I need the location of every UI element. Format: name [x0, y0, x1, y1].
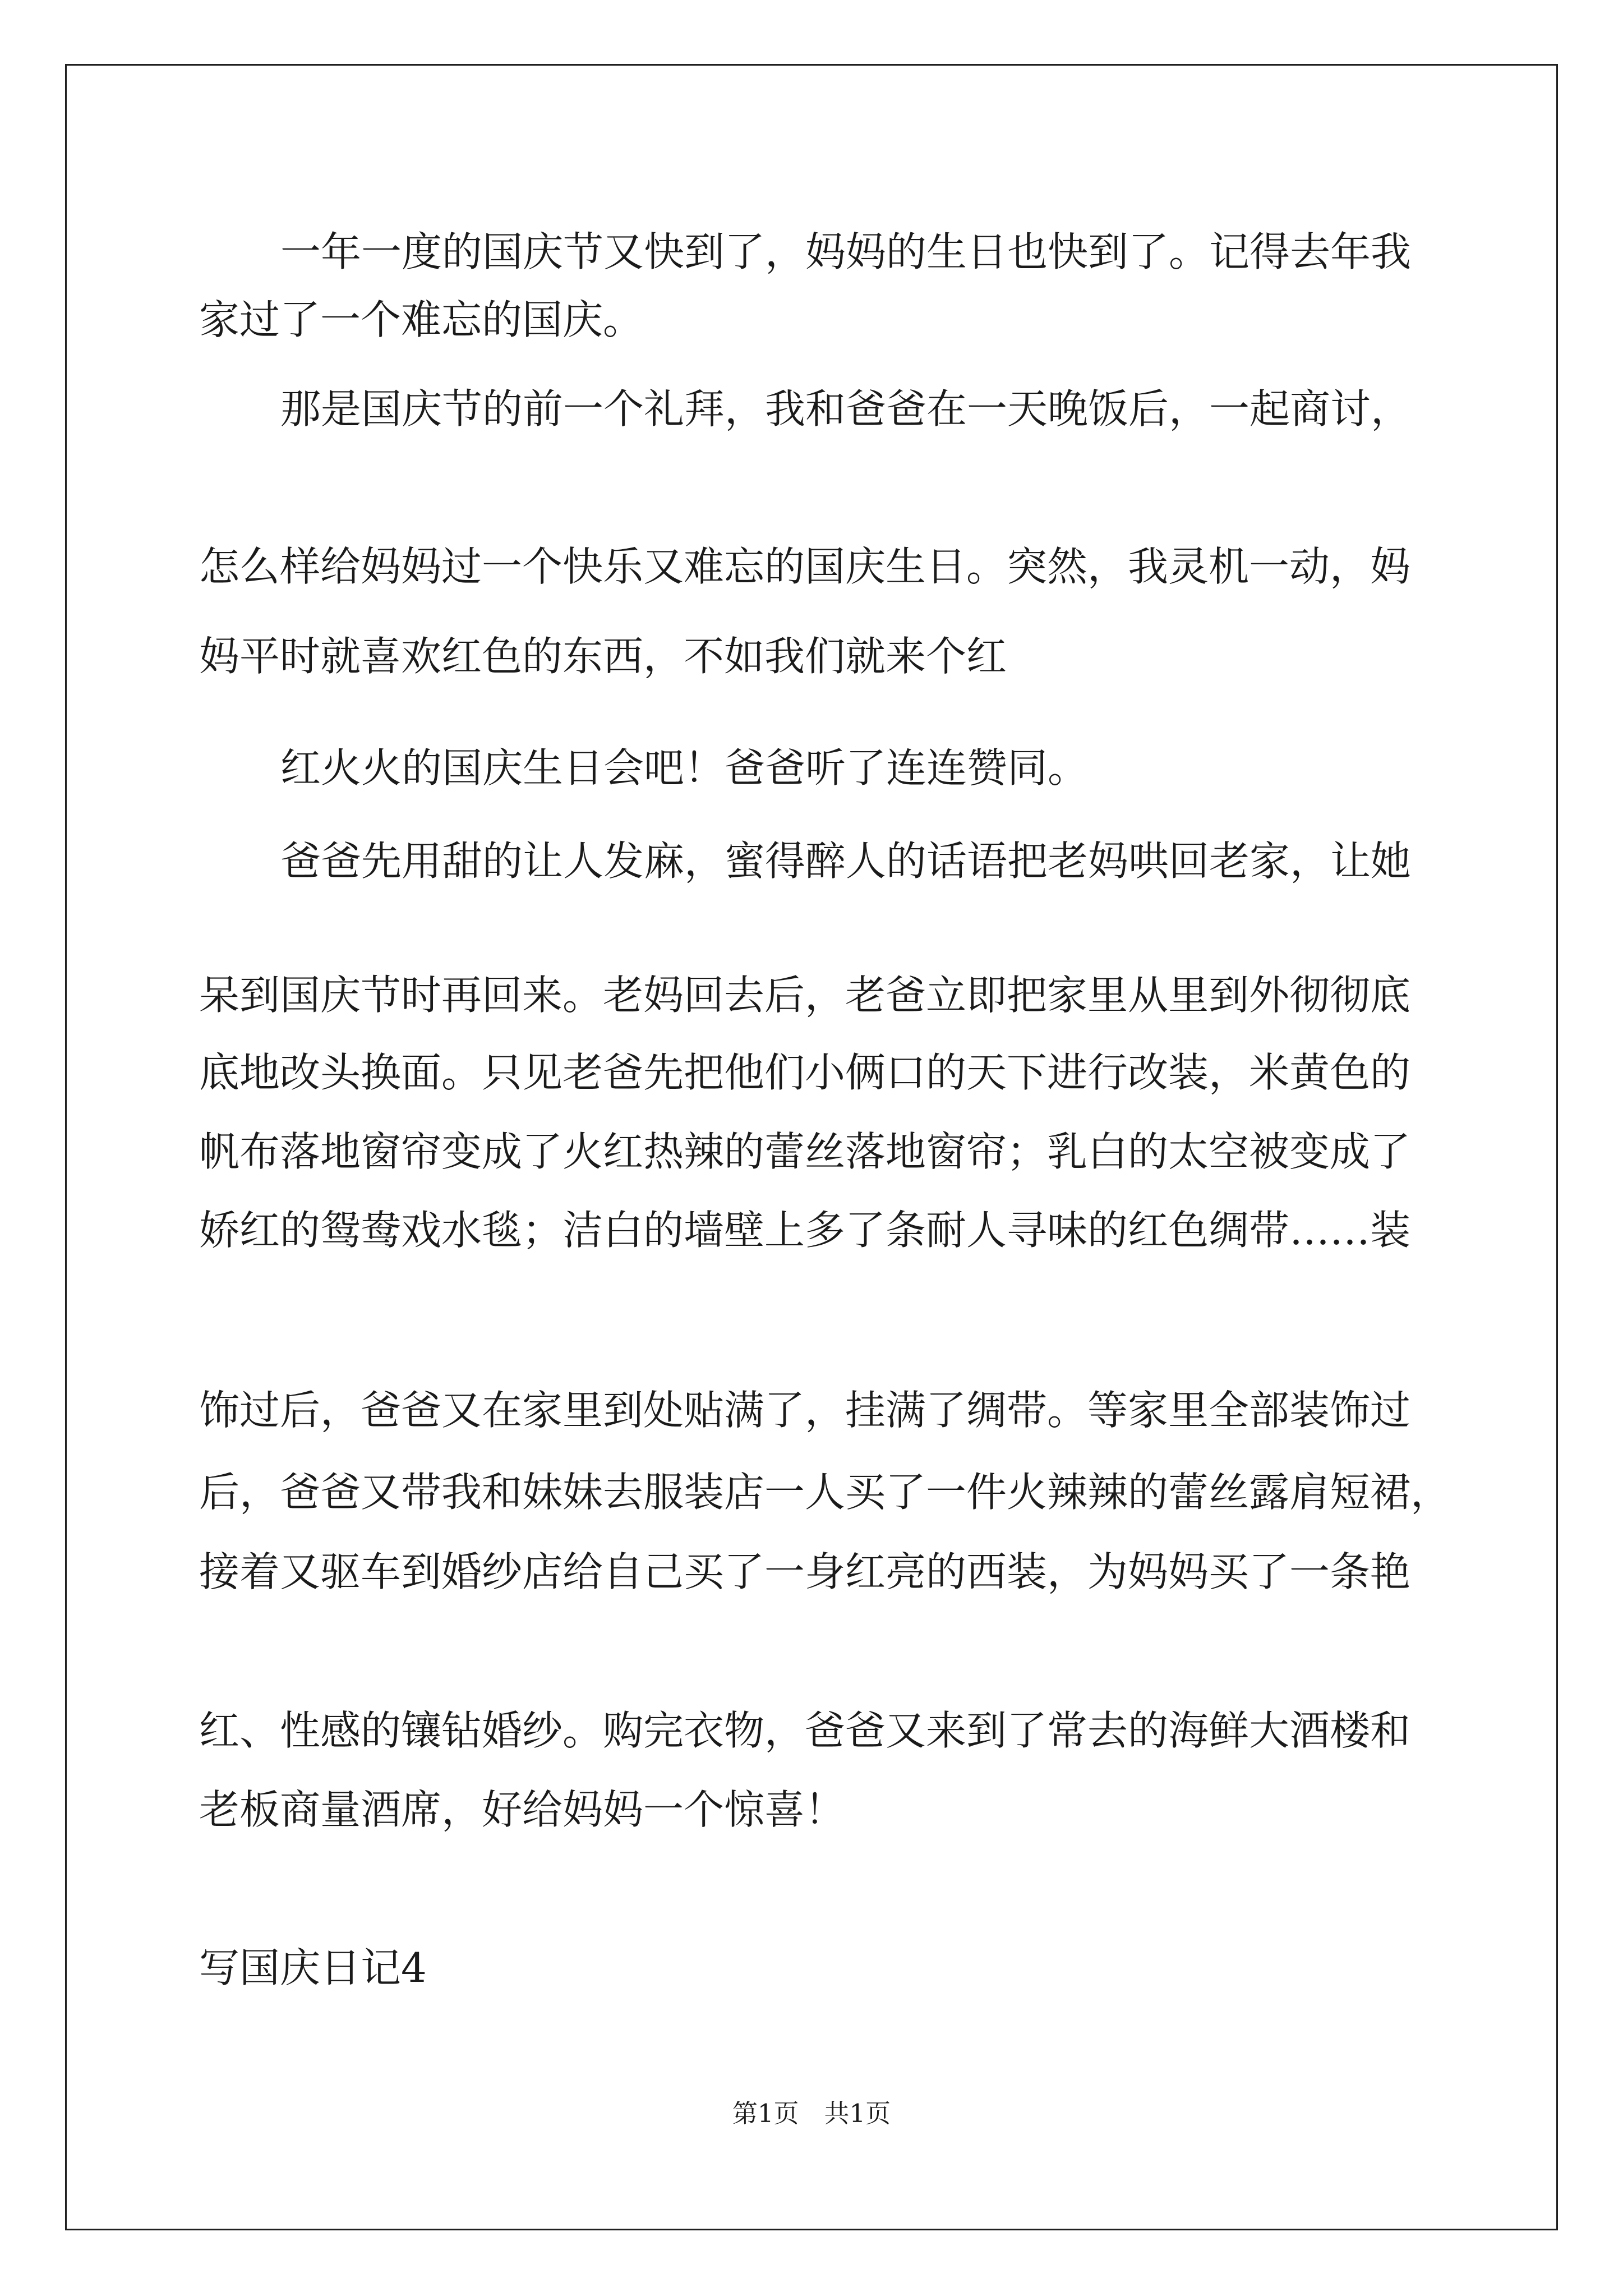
text-line-15: 红、性感的镶钻婚纱。购完衣物，爸爸又来到了常去的海鲜大酒楼和	[199, 1707, 1411, 1754]
text-line-3: 那是国庆节的前一个礼拜，我和爸爸在一天晚饭后，一起商讨，	[280, 385, 1412, 432]
text-line-16: 老板商量酒席，好给妈妈一个惊喜！	[199, 1786, 846, 1833]
text-line-6: 红火火的国庆生日会吧！爸爸听了连连赞同。	[280, 744, 1089, 792]
text-line-14: 接着又驱车到婚纱店给自己买了一身红亮的西装，为妈妈买了一条艳	[199, 1548, 1411, 1595]
text-line-10: 帆布落地窗帘变成了火红热辣的蕾丝落地窗帘；乳白的太空被变成了	[199, 1128, 1411, 1175]
text-line-7: 爸爸先用甜的让人发麻，蜜得醉人的话语把老妈哄回老家，让她	[280, 838, 1412, 885]
text-line-13: 后，爸爸又带我和妹妹去服装店一人买了一件火辣辣的蕾丝露肩短裙，	[199, 1469, 1451, 1516]
text-line-12: 饰过后，爸爸又在家里到处贴满了，挂满了绸带。等家里全部装饰过	[199, 1387, 1411, 1434]
text-line-8: 呆到国庆节时再回来。老妈回去后，老爸立即把家里从里到外彻彻底	[199, 972, 1411, 1019]
text-line-1: 一年一度的国庆节又快到了，妈妈的生日也快到了。记得去年我	[280, 228, 1412, 275]
text-line-11: 娇红的鸳鸯戏水毯；洁白的墙壁上多了条耐人寻味的红色绸带……装	[199, 1207, 1411, 1254]
section-heading: 写国庆日记4	[199, 1944, 427, 1991]
text-line-5: 妈平时就喜欢红色的东西，不如我们就来个红	[199, 633, 1007, 680]
text-line-2: 家过了一个难忘的国庆。	[199, 296, 644, 343]
text-line-9: 底地改头换面。只见老爸先把他们小俩口的天下进行改装，米黄色的	[199, 1049, 1411, 1096]
text-line-4: 怎么样给妈妈过一个快乐又难忘的国庆生日。突然，我灵机一动，妈	[199, 543, 1411, 590]
page-footer: 第1页 共1页	[732, 2099, 891, 2128]
